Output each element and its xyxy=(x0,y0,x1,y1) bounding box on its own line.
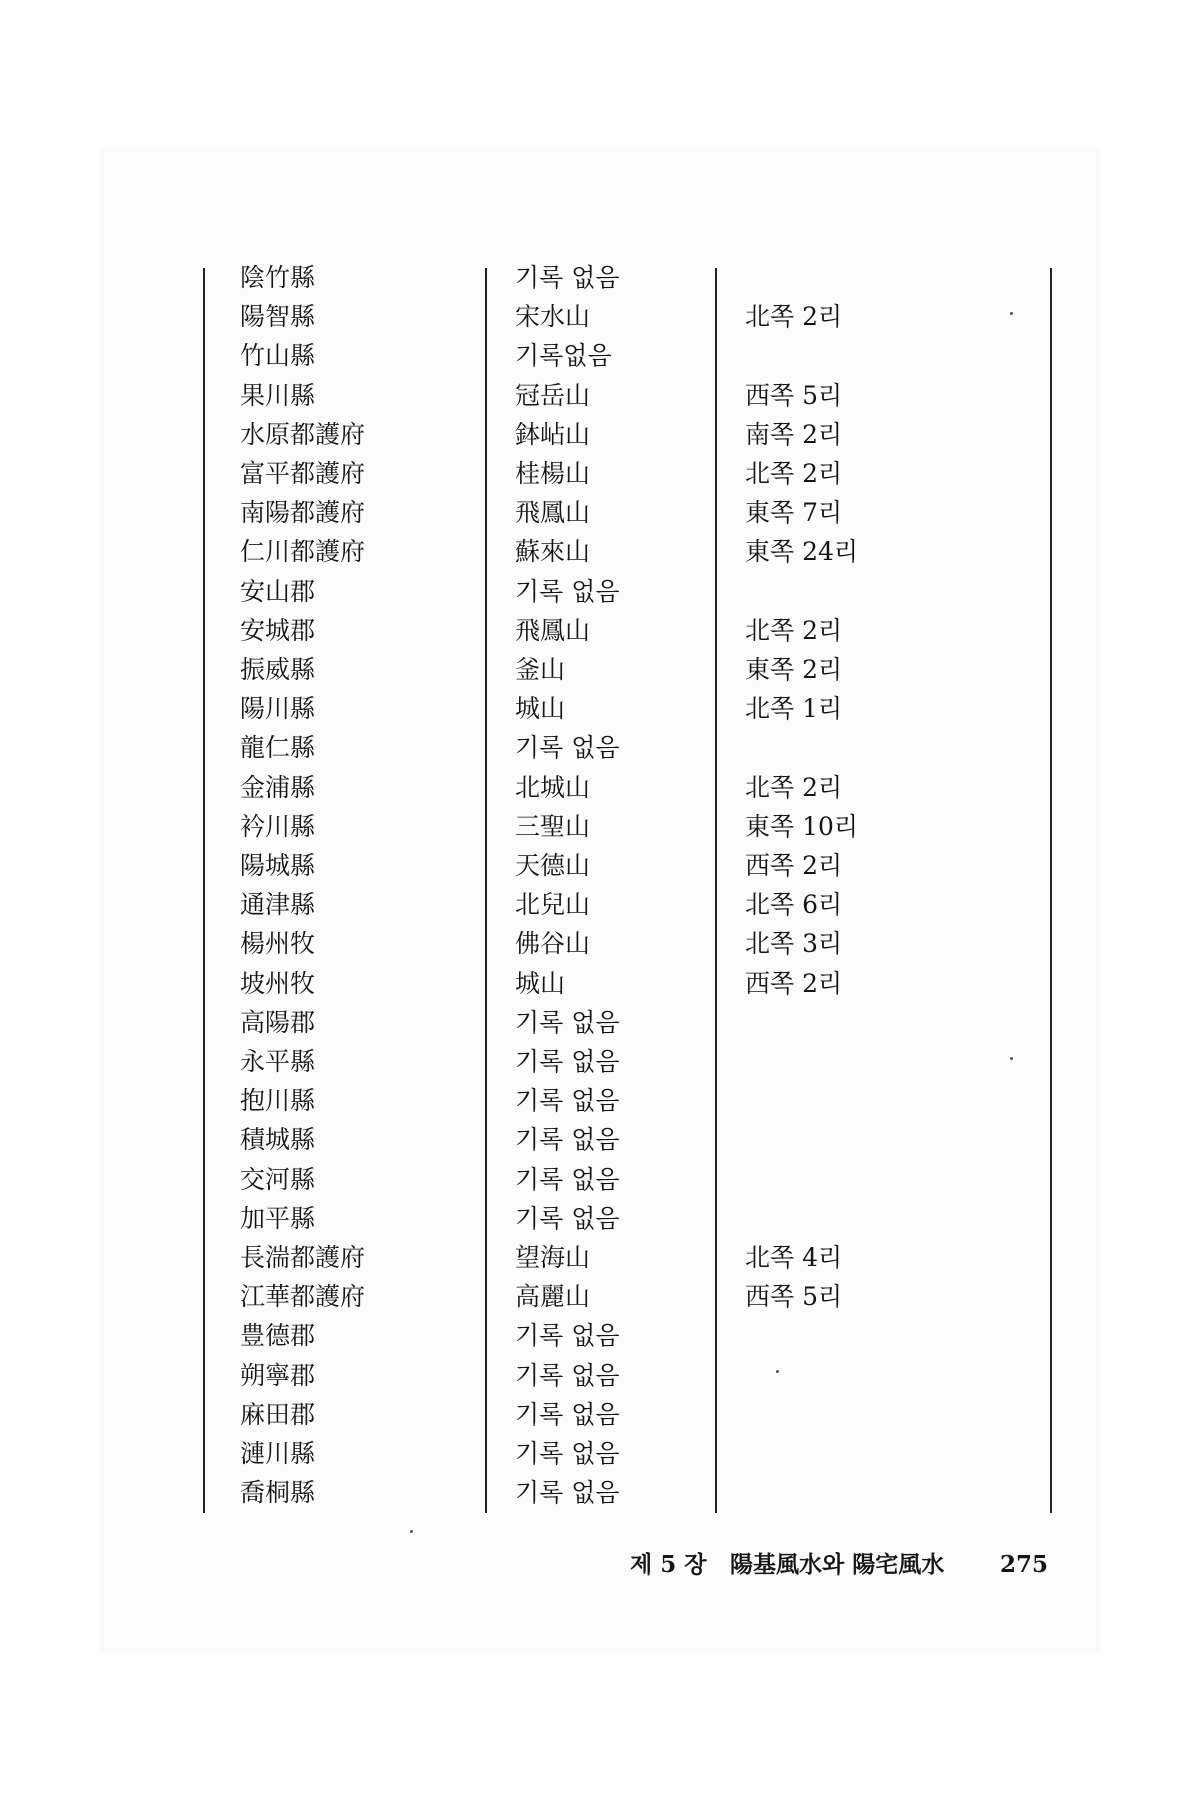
place-name: 龍仁縣 xyxy=(240,733,316,763)
table-row xyxy=(0,1081,1200,1120)
mountain-name: 기록 없음 xyxy=(515,733,620,763)
place-name: 衿川縣 xyxy=(240,811,316,841)
table-row xyxy=(0,454,1200,493)
mountain-name: 기록 없음 xyxy=(515,1203,620,1233)
table-row xyxy=(0,768,1200,807)
mountain-name: 기록 없음 xyxy=(515,263,620,292)
mountain-name: 佛谷山 xyxy=(515,929,591,959)
table-row xyxy=(0,1434,1200,1473)
table-row xyxy=(0,1473,1200,1512)
place-name: 長湍都護府 xyxy=(240,1243,366,1272)
page-number: 275 xyxy=(1000,1551,1049,1578)
mountain-name: 天德山 xyxy=(515,851,591,880)
mountain-name: 三聖山 xyxy=(515,811,591,841)
direction-distance: 西쪽 5리 xyxy=(745,380,843,410)
table-row xyxy=(0,807,1200,846)
place-name: 喬桐縣 xyxy=(240,1478,316,1508)
table-row xyxy=(0,1277,1200,1316)
mountain-name: 기록 없음 xyxy=(515,1439,620,1468)
place-name: 振威縣 xyxy=(240,655,316,684)
table-row xyxy=(0,611,1200,650)
direction-distance: 北쪽 4리 xyxy=(745,1243,843,1272)
table-row xyxy=(0,728,1200,767)
mountain-name: 宋水山 xyxy=(515,302,591,332)
place-name: 漣川縣 xyxy=(240,1439,316,1468)
table-row xyxy=(0,1316,1200,1355)
mountain-name: 기록 없음 xyxy=(515,1047,620,1076)
direction-distance: 北쪽 6리 xyxy=(745,890,843,920)
table-row xyxy=(0,689,1200,728)
scan-speck xyxy=(1010,1057,1013,1060)
mountain-name: 기록 없음 xyxy=(515,1007,620,1037)
table-row xyxy=(0,336,1200,375)
mountain-name: 鉢岾山 xyxy=(515,419,591,449)
mountain-name: 高麗山 xyxy=(515,1282,591,1312)
mountain-name: 飛鳳山 xyxy=(515,615,591,645)
direction-distance: 北쪽 1리 xyxy=(745,694,843,724)
page-footer xyxy=(630,1545,1070,1585)
direction-distance: 南쪽 2리 xyxy=(745,419,843,449)
table-row xyxy=(0,1003,1200,1042)
place-name: 陽川縣 xyxy=(240,694,316,724)
table-row xyxy=(0,415,1200,454)
place-name: 富平都護府 xyxy=(240,459,366,488)
mountain-name: 기록 없음 xyxy=(515,576,620,606)
mountain-name: 기록 없음 xyxy=(515,1164,620,1194)
table-row xyxy=(0,493,1200,532)
direction-distance: 東쪽 10리 xyxy=(745,811,859,841)
scan-speck xyxy=(776,1370,779,1373)
place-name: 高陽郡 xyxy=(240,1007,316,1037)
mountain-name: 望海山 xyxy=(515,1243,591,1272)
mountain-name: 冠岳山 xyxy=(515,380,591,410)
table-row xyxy=(0,885,1200,924)
direction-distance: 北쪽 2리 xyxy=(745,772,843,802)
place-name: 坡州牧 xyxy=(240,968,316,998)
table-row xyxy=(0,572,1200,611)
place-name: 交河縣 xyxy=(240,1164,316,1194)
place-name: 永平縣 xyxy=(240,1047,316,1076)
place-name: 水原都護府 xyxy=(240,419,366,449)
table-row xyxy=(0,1160,1200,1199)
place-name: 楊州牧 xyxy=(240,929,316,959)
direction-distance: 北쪽 2리 xyxy=(745,302,843,332)
mountain-name: 釜山 xyxy=(515,655,566,684)
table-row xyxy=(0,1042,1200,1081)
place-name: 果川縣 xyxy=(240,380,316,410)
place-name: 加平縣 xyxy=(240,1203,316,1233)
table-row xyxy=(0,1395,1200,1434)
table-row xyxy=(0,964,1200,1003)
table-row xyxy=(0,1238,1200,1277)
place-name: 仁川都護府 xyxy=(240,537,366,567)
direction-distance: 北쪽 2리 xyxy=(745,459,843,488)
mountain-name: 北兒山 xyxy=(515,890,591,920)
scan-speck xyxy=(410,1530,413,1533)
place-name: 金浦縣 xyxy=(240,772,316,802)
place-name: 竹山縣 xyxy=(240,341,316,371)
place-name: 朔寧郡 xyxy=(240,1360,316,1390)
direction-distance: 東쪽 2리 xyxy=(745,655,843,684)
mountain-name: 城山 xyxy=(515,694,566,724)
table-row xyxy=(0,1199,1200,1238)
place-name: 抱川縣 xyxy=(240,1086,316,1116)
mountain-name: 기록없음 xyxy=(515,341,612,371)
direction-distance: 東쪽 24리 xyxy=(745,537,859,567)
chapter-label: 제 5 장 xyxy=(630,1551,707,1578)
mountain-name: 城山 xyxy=(515,968,566,998)
mountain-name: 기록 없음 xyxy=(515,1086,620,1116)
direction-distance: 西쪽 5리 xyxy=(745,1282,843,1312)
mountain-name: 기록 없음 xyxy=(515,1360,620,1390)
place-name: 安城郡 xyxy=(240,615,316,645)
direction-distance: 東쪽 7리 xyxy=(745,498,843,528)
table-row xyxy=(0,258,1200,297)
direction-distance: 北쪽 2리 xyxy=(745,615,843,645)
mountain-name: 기록 없음 xyxy=(515,1125,620,1155)
table-row xyxy=(0,846,1200,885)
place-name: 南陽都護府 xyxy=(240,498,366,528)
mountain-name: 蘇來山 xyxy=(515,537,591,567)
table-row xyxy=(0,376,1200,415)
mountain-name: 飛鳳山 xyxy=(515,498,591,528)
place-name: 江華都護府 xyxy=(240,1282,366,1312)
direction-distance: 北쪽 3리 xyxy=(745,929,843,959)
place-name: 通津縣 xyxy=(240,890,316,920)
table-row xyxy=(0,532,1200,571)
table-row xyxy=(0,924,1200,963)
place-name: 麻田郡 xyxy=(240,1399,316,1429)
place-name: 陰竹縣 xyxy=(240,263,316,292)
mountain-name: 桂楊山 xyxy=(515,459,591,488)
mountain-name: 기록 없음 xyxy=(515,1321,620,1351)
chapter-title: 陽基風水와 陽宅風水 xyxy=(730,1551,945,1578)
place-name: 陽智縣 xyxy=(240,302,316,332)
direction-distance: 西쪽 2리 xyxy=(745,851,843,880)
mountain-name: 기록 없음 xyxy=(515,1399,620,1429)
table-row xyxy=(0,1120,1200,1159)
place-name: 陽城縣 xyxy=(240,851,316,880)
place-name: 豊德郡 xyxy=(240,1321,316,1351)
table-row xyxy=(0,1356,1200,1395)
mountain-name: 기록 없음 xyxy=(515,1478,620,1508)
scan-speck xyxy=(1010,312,1013,315)
direction-distance: 西쪽 2리 xyxy=(745,968,843,998)
place-name: 積城縣 xyxy=(240,1125,316,1155)
place-name: 安山郡 xyxy=(240,576,316,606)
table-row xyxy=(0,297,1200,336)
table-row xyxy=(0,650,1200,689)
mountain-name: 北城山 xyxy=(515,772,591,802)
